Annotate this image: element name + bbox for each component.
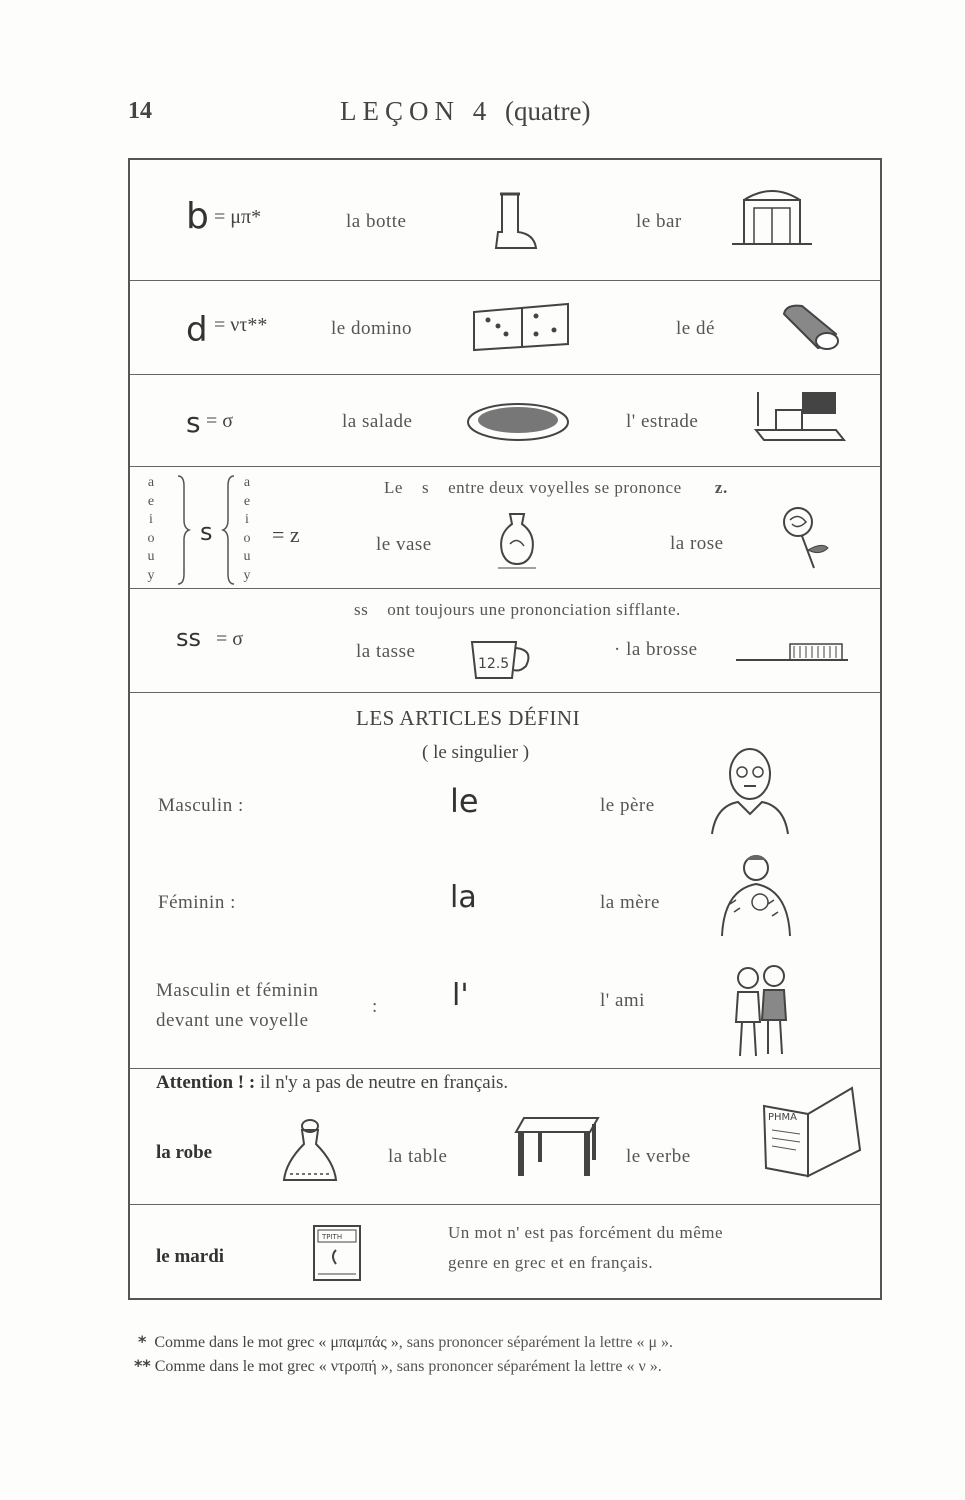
brace-right-icon [176,474,190,586]
lesson-name: LEÇON 4 [340,96,493,126]
word-le-mardi: le mardi [156,1246,225,1267]
article-le: le [450,782,479,820]
divider [130,466,880,467]
letters-ss: ss [176,624,202,652]
footnote-2: ** Comme dans le mot grec « ντροπή », sans prononcer séparément la lettre « ν ». [134,1356,662,1375]
vase-icon [494,510,540,572]
divider [130,588,880,589]
ss-equals: = σ [216,628,244,650]
rose-icon [774,502,836,572]
articles-title: LES ARTICLES DÉFINI [356,706,581,730]
lesson-title [340,96,590,127]
divider [130,1068,880,1069]
s-equals: = σ [206,410,234,432]
letter-s: s [186,406,201,439]
label-masc-fem-2: devant une voyelle [156,1010,309,1031]
word-la-table: la table [388,1146,448,1167]
dress-icon [280,1116,340,1186]
d-equals: = ντ** [214,314,268,336]
word-l-estrade: l' estrade [626,411,699,432]
word-la-brosse: · la brosse [614,639,698,660]
word-le-verbe: le verbe [626,1146,691,1167]
cup-label: 12.5 [478,656,510,672]
label-masc-fem-1: Masculin et féminin [156,980,319,1001]
footnote-1: * Comme dans le mot grec « μπαμπάς », sans prononcer séparément la lettre « μ ». [138,1332,674,1351]
label-masculin: Masculin : [158,795,244,816]
z-equals: = z [272,522,300,547]
page-number: 14 [128,98,152,124]
divider [130,280,880,281]
rule-s-voiced: Le s entre deux voyelles se prononce z. [384,478,728,497]
father-portrait-icon [706,744,792,836]
word-le-bar: le bar [636,211,682,232]
article-la: la [450,880,477,915]
articles-subtitle: ( le singulier ) [422,742,530,763]
word-le-de: le dé [676,318,715,339]
boot-icon [490,188,540,258]
attention-text: il n'y a pas de neutre en français. [259,1072,509,1093]
word-le-vase: le vase [376,534,432,555]
letter-d: d [186,310,208,350]
divider [130,692,880,693]
letter-s-voiced: s [200,518,213,546]
bar-storefront-icon [732,182,812,252]
attention-label: Attention ! : [156,1072,256,1093]
word-le-pere: le père [600,795,655,816]
attention-line [156,1072,508,1094]
vowel-list-right: a e i o u y [243,475,251,583]
word-l-ami: l' ami [600,990,645,1011]
word-la-robe: la robe [156,1142,213,1163]
mardi-note-2: genre en grec et en français. [448,1253,654,1272]
toothbrush-icon [736,634,848,664]
letter-b: b [186,196,209,237]
domino-icon [470,300,574,356]
rule-ss: ss ont toujours une prononciation sifflante. [354,600,681,619]
open-book-icon [760,1084,864,1180]
two-friends-icon [718,962,804,1062]
mother-with-baby-icon [712,850,798,942]
calendar-icon [310,1222,364,1284]
cup-icon [468,636,540,684]
word-le-domino: le domino [331,318,413,339]
calendar-label: ΤΡΙΤΗ [322,1233,343,1241]
salad-bowl-icon [464,398,572,446]
brace-left-icon [222,474,236,586]
word-la-rose: la rose [670,533,724,554]
label-colon: : [372,996,378,1017]
word-la-salade: la salade [342,411,413,432]
platform-desk-icon [752,388,846,444]
word-la-tasse: la tasse [356,641,416,662]
divider [130,374,880,375]
divider [130,1204,880,1205]
lesson-number-word: (quatre) [505,96,591,126]
word-la-botte: la botte [346,211,407,232]
label-feminin: Féminin : [158,892,236,913]
book-label: ΡΗΜΑ [768,1112,798,1123]
thimble-icon [776,302,846,356]
mardi-note-1: Un mot n' est pas forcément du même [448,1223,724,1242]
b-equals: = μπ* [214,206,262,228]
table-icon [512,1114,602,1178]
vowel-list-left: a e i o u y [147,475,155,583]
article-l: l' [452,978,469,1013]
word-la-mere: la mère [600,892,660,913]
